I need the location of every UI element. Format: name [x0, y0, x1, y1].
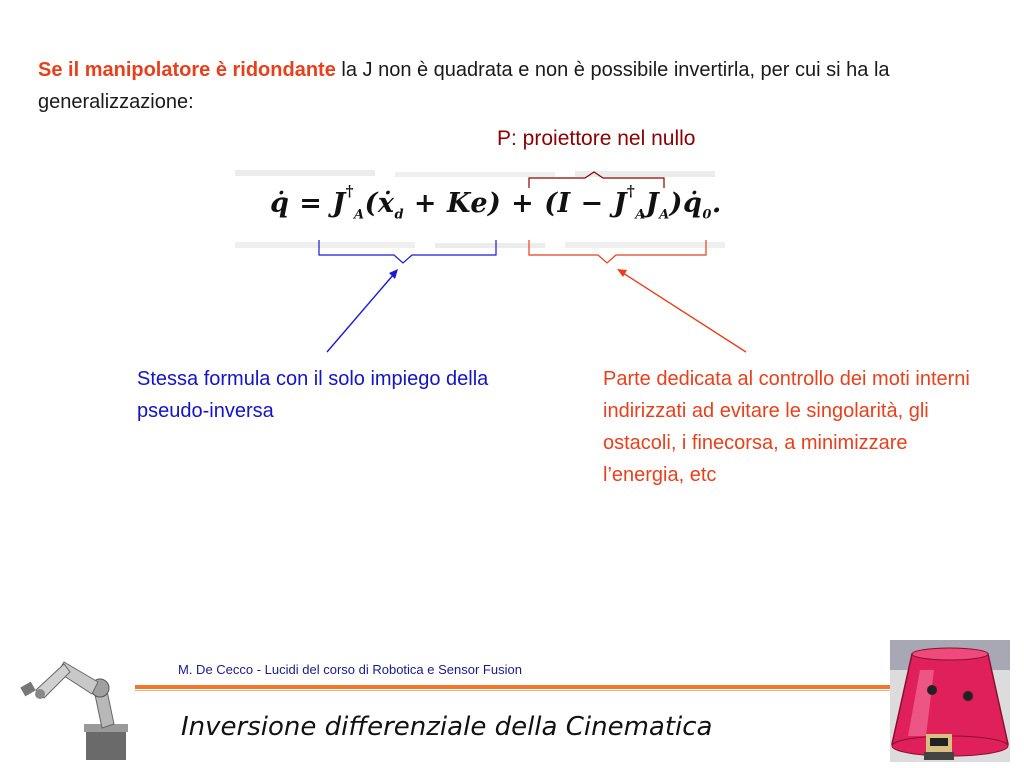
right-arrowhead — [617, 269, 627, 277]
industrial-robot-arm-image — [14, 650, 134, 762]
eq-dagger2: † — [626, 182, 636, 200]
eq-mid2: + Ke) + ( — [404, 188, 558, 219]
eq-sub0: 0 — [702, 207, 712, 223]
eq-lhs: q̇ — [270, 188, 290, 219]
right-note: Parte dedicata al controllo dei moti interni indirizzati ad evitare le singolarità, gli ostacoli, i finecorsa, a minimizzare l’energia, etc — [603, 368, 970, 486]
left-note: Stessa formula con il solo impiego della pseudo-inversa — [137, 368, 489, 422]
eq-sub1: A — [353, 207, 365, 223]
left-arrow — [327, 274, 394, 352]
eq-identity: I — [557, 188, 571, 219]
right-arrow — [623, 273, 746, 352]
footer-credit: M. De Cecco - Lucidi del corso di Robotica e Sensor Fusion — [178, 662, 522, 677]
left-brace — [319, 240, 496, 263]
eq-j1: J — [332, 188, 346, 219]
intro-highlight: Se il manipolatore è ridondante — [38, 59, 336, 81]
eq-dot: . — [711, 188, 722, 219]
eq-subd: d — [394, 207, 405, 223]
eq-close: )q̇ — [669, 188, 703, 219]
footer-rule-shadow — [135, 690, 895, 691]
eq-sub3: A — [659, 207, 670, 223]
eq-mid1: (ẋ — [364, 188, 395, 219]
pink-mobile-robot-image — [890, 640, 1010, 762]
eq-j2: J — [613, 188, 627, 219]
intro-rest: la J non è quadrata e non è possibile invertirla, per cui si ha la generalizzazione: — [38, 59, 890, 113]
top-brace — [529, 172, 664, 188]
eq-minus: − — [570, 188, 614, 219]
eq-dagger1: † — [345, 182, 354, 200]
eq-j3: J — [645, 188, 660, 219]
eq-sub2: A — [635, 207, 646, 223]
footer-rule — [135, 685, 895, 689]
projector-label: P: proiettore nel nullo — [497, 127, 696, 150]
eq-equals: = — [289, 188, 333, 219]
right-brace — [529, 240, 706, 263]
footer-title: Inversione differenziale della Cinematica — [181, 712, 713, 742]
